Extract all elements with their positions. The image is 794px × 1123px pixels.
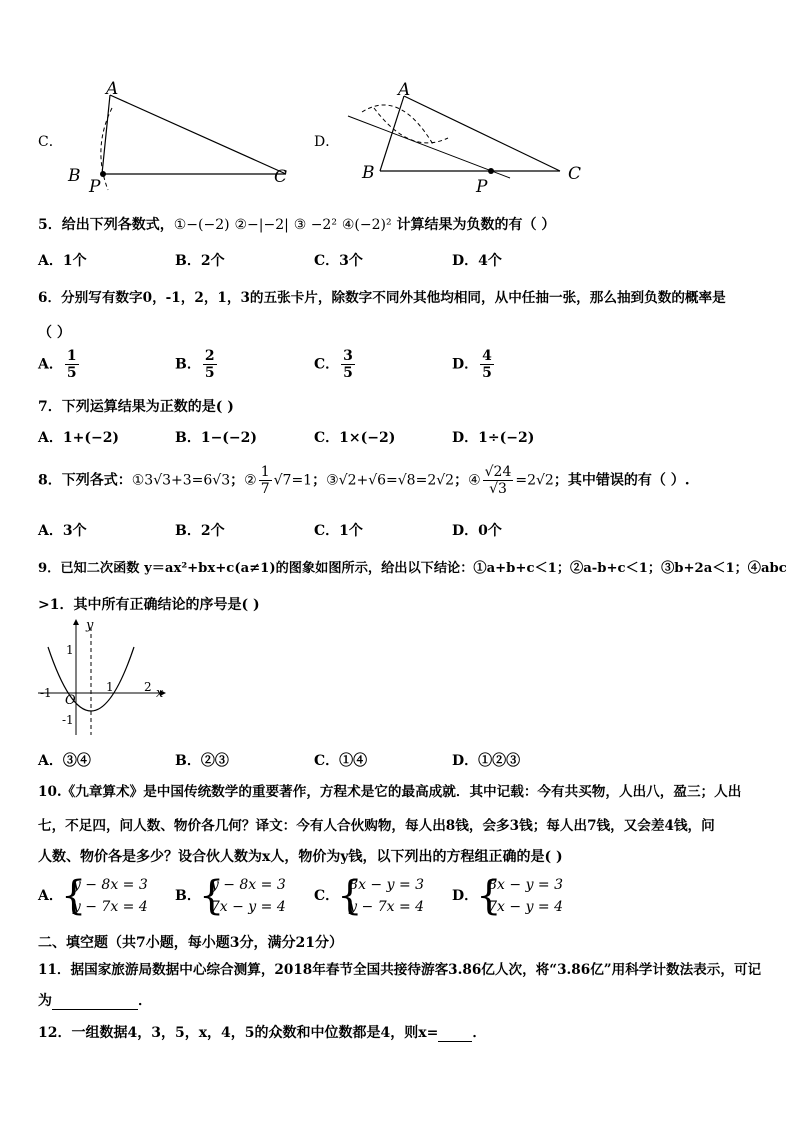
fraction: $\frac{3}{5}$ <box>343 348 353 381</box>
q5-option-d[interactable]: D．4个 <box>452 253 502 269</box>
equation-system: { y − 8x = 3 7x − y = 4 <box>201 874 286 918</box>
q9-stem-line2: >1．其中所有正确结论的序号是( ) <box>38 597 260 613</box>
fraction: $\frac{1}{5}$ <box>66 348 77 381</box>
q7-option-c[interactable]: C．1×(−2) <box>314 430 396 446</box>
option-label: B． <box>175 356 201 373</box>
y-tick-1: 1 <box>66 643 74 657</box>
equation-system: { y − 8x = 3 y − 7x = 4 <box>63 874 148 918</box>
q9-option-a[interactable]: A．③④ <box>38 753 91 769</box>
q4d-point-p <box>488 168 494 174</box>
equation-system: { 8x − y = 3 y − 7x = 4 <box>339 874 424 918</box>
q5-item-4: ④(−2)² <box>341 217 392 233</box>
q8-option-d[interactable]: D．0个 <box>452 523 502 539</box>
x-tick-2: 2 <box>144 680 152 694</box>
y-axis-label: y <box>86 618 94 633</box>
q7-option-a[interactable]: A．1+(−2) <box>38 430 120 446</box>
q4-figure-c <box>62 78 302 193</box>
q4c-label-c: C <box>274 167 288 187</box>
x-tick-minus-1: -1 <box>40 686 52 700</box>
q4c-side-ac <box>110 95 286 174</box>
q5-option-a[interactable]: A．1个 <box>38 253 87 269</box>
q10-stem-line2: 七，不足四，问人数、物价各几何？译文：今有人合伙购物，每人出8钱，会多3钱；每人出7钱，又会差4钱，问 <box>38 818 715 834</box>
q7-option-d[interactable]: D．1÷(−2) <box>452 430 535 446</box>
q9-option-c[interactable]: C．①④ <box>314 753 368 769</box>
q9-option-d[interactable]: D．①②③ <box>452 753 521 769</box>
q5-prefix: 5．给出下列各数式， <box>38 217 174 233</box>
q4d-label-p: P <box>476 177 488 193</box>
q9-stem-line1: 9．已知二次函数 y＝ax²+bx+c(a≠1)的图象如图所示，给出以下结论：①a+b+c＜1；②a-b+c＜1；③b+2a＜1；④abc <box>38 561 787 576</box>
q8-formula-4-frac: $\frac{√24}{√3}$ <box>484 464 512 497</box>
q4d-label-c: C <box>568 164 582 184</box>
fraction: $\frac{4}{5}$ <box>482 348 492 381</box>
x-axis-label: x <box>156 686 164 701</box>
q11-stem-line1: 11．据国家旅游局数据中心综合测算，2018年春节全国共接待游客3.86亿人次，将“3.86亿”用科学计数法表示，可记 <box>38 962 762 978</box>
q12-stem: 12．一组数据4，3，5，x，4，5的众数和中位数都是4，则x= ． <box>38 1025 487 1041</box>
q9-option-b[interactable]: B．②③ <box>175 753 229 769</box>
q5-item-1: ①−(−2) <box>173 217 230 233</box>
section-2-title: 二、填空题（共7小题，每小题3分，满分21分） <box>38 935 343 951</box>
q10-option-c[interactable]: C．{ 8x − y = 3 y − 7x = 4 <box>314 874 424 918</box>
q5-option-b[interactable]: B．2个 <box>175 253 225 269</box>
option-label: D． <box>452 356 479 373</box>
q4d-side-ac <box>404 96 560 171</box>
q4c-point-p <box>100 171 106 177</box>
q5-suffix: 计算结果为负数的有（ ） <box>396 217 556 233</box>
q5-item-2: ②−|−2| <box>234 217 289 233</box>
q4c-arc <box>101 108 112 190</box>
q4-option-d-label: D． <box>314 134 340 150</box>
q8-formula-2-frac: $\frac{1}{7}$ <box>260 464 270 497</box>
q4-option-c-label: C． <box>38 134 63 150</box>
q5-item-3: ③ −2² <box>293 217 337 233</box>
q11-stem-line2: 为 ． <box>38 993 152 1009</box>
q8-option-c[interactable]: C．1个 <box>314 523 363 539</box>
q8-prefix: 8．下列各式： <box>38 472 132 489</box>
q7-stem: 7．下列运算结果为正数的是( ) <box>38 399 234 415</box>
q4c-label-a: A <box>106 79 119 99</box>
q6-option-a[interactable] <box>38 348 81 381</box>
q4d-label-b: B <box>362 163 375 183</box>
q4d-arc-bottom <box>374 108 448 143</box>
q11-answer-blank[interactable] <box>52 993 138 1010</box>
q10-stem-line1: 10.《九章算术》是中国传统数学的重要著作，方程术是它的最高成就．其中记载：今有共买物，人出八，盈三；人出 <box>38 784 742 800</box>
x-tick-1: 1 <box>106 680 114 694</box>
fraction: $\frac{2}{5}$ <box>204 348 215 381</box>
q8-suffix: ；其中错误的有（ ）. <box>553 472 690 489</box>
q12-answer-blank[interactable] <box>438 1025 472 1042</box>
origin-label: O <box>65 693 76 708</box>
q8-formula-3: ③√2+√6=√8=2√2 <box>326 472 455 489</box>
equation-system: { 8x − y = 3 7x − y = 4 <box>478 874 563 918</box>
q4c-label-b: B <box>68 166 81 186</box>
q6-option-d[interactable] <box>452 348 496 381</box>
q6-option-c[interactable] <box>314 348 357 381</box>
q8-stem: 8．下列各式：①3√3+3=6√3；② $\frac{1}{7}$ √7=1；③√2+√6=√8=2√2；④ $\frac{√24}{√3}$ =2√2；其中错误的有（ ）. <box>38 464 690 497</box>
q4d-side-ab <box>380 96 404 171</box>
q10-option-d[interactable]: D．{ 8x − y = 3 7x − y = 4 <box>452 874 563 918</box>
q8-formula-1: ①3√3+3=6√3 <box>131 472 231 489</box>
q4c-label-p: P <box>89 177 101 193</box>
q6-stem-line2: （ ） <box>38 325 71 341</box>
y-axis-arrow <box>73 619 79 625</box>
q8-option-a[interactable]: A．3个 <box>38 523 87 539</box>
q4-figure-d <box>340 78 600 193</box>
option-label: A． <box>38 356 63 373</box>
q6-option-b[interactable] <box>175 348 219 381</box>
q10-option-b[interactable]: B．{ y − 8x = 3 7x − y = 4 <box>175 874 286 918</box>
q8-option-b[interactable]: B．2个 <box>175 523 225 539</box>
y-tick-minus-1: -1 <box>62 713 74 727</box>
q4d-label-a: A <box>398 80 411 100</box>
q8-formula-2-num-mark: ② <box>244 472 257 489</box>
q10-stem-line3: 人数、物价各是多少？设合伙人数为x人，物价为y钱，以下列出的方程组正确的是( ) <box>38 849 563 865</box>
q5-option-c[interactable]: C．3个 <box>314 253 363 269</box>
q6-stem-line1: 6．分别写有数字0，-1，2，1，3的五张卡片，除数字不同外其他均相同，从中任抽一张，那么抽到负数的概率是 <box>38 290 726 306</box>
q5-stem <box>38 214 555 234</box>
q9-parabola-graph <box>36 615 170 740</box>
q7-option-b[interactable]: B．1−(−2) <box>175 430 258 446</box>
q10-option-a[interactable]: A．{ y − 8x = 3 y − 7x = 4 <box>38 874 148 918</box>
option-label: C． <box>314 356 340 373</box>
